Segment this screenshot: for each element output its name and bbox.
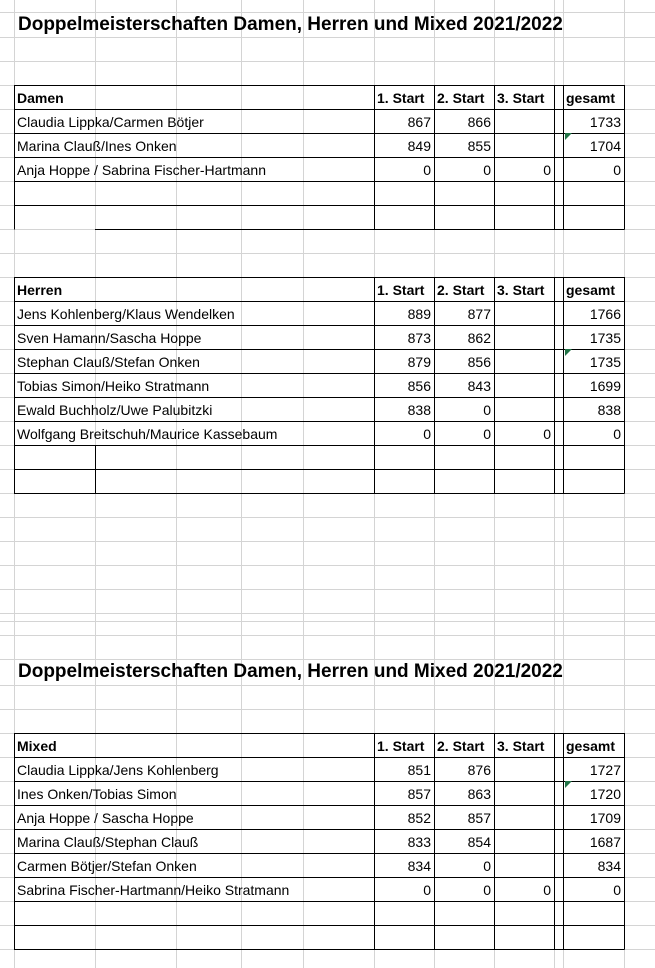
score-cell[interactable]: 856 — [467, 354, 491, 370]
score-cell[interactable]: 834 — [407, 858, 431, 874]
score-cell[interactable] — [494, 758, 554, 781]
team-name-cell[interactable]: Marina Clauß/Stephan Clauß — [17, 834, 199, 850]
score-cell[interactable]: 855 — [467, 138, 491, 154]
total-cell[interactable]: 1735 — [589, 354, 621, 370]
score-cell[interactable] — [494, 782, 554, 805]
column-header[interactable]: 2. Start — [437, 738, 485, 754]
score-cell[interactable] — [494, 134, 554, 157]
score-cell[interactable]: 838 — [407, 402, 431, 418]
score-cell[interactable]: 863 — [467, 786, 491, 802]
column-header[interactable]: 1. Start — [377, 738, 425, 754]
score-cell[interactable] — [494, 110, 554, 133]
team-name-cell[interactable]: Claudia Lippka/Jens Kohlenberg — [17, 762, 219, 778]
score-cell[interactable]: 0 — [543, 162, 551, 178]
team-name-cell[interactable]: Stephan Clauß/Stefan Onken — [17, 354, 200, 370]
sheet-title-top: Doppelmeisterschaften Damen, Herren und Mixed 2021/2022 — [18, 14, 563, 35]
team-name-cell[interactable]: Marina Clauß/Ines Onken — [17, 138, 177, 154]
score-cell[interactable]: 0 — [483, 426, 491, 442]
column-header-total[interactable]: gesamt — [566, 90, 616, 106]
total-cell[interactable]: 838 — [597, 402, 621, 418]
column-header[interactable]: 3. Start — [497, 282, 545, 298]
total-cell[interactable]: 1704 — [589, 138, 621, 154]
score-cell[interactable]: 0 — [423, 426, 431, 442]
total-cell[interactable]: 1709 — [589, 810, 621, 826]
table-title-damen[interactable]: Damen — [17, 90, 64, 106]
team-name-cell[interactable]: Sven Hamann/Sascha Hoppe — [17, 330, 202, 346]
column-header[interactable]: 3. Start — [497, 90, 545, 106]
score-cell[interactable]: 856 — [407, 378, 431, 394]
total-cell[interactable]: 1727 — [589, 762, 621, 778]
score-cell[interactable]: 857 — [467, 810, 491, 826]
sheet-title-bottom: Doppelmeisterschaften Damen, Herren und Mixed 2021/2022 — [18, 661, 563, 682]
column-header[interactable]: 3. Start — [497, 738, 545, 754]
score-cell[interactable]: 854 — [467, 834, 491, 850]
score-cell[interactable]: 866 — [467, 114, 491, 130]
column-header-total[interactable]: gesamt — [566, 282, 616, 298]
total-cell[interactable]: 1699 — [589, 378, 621, 394]
score-cell[interactable]: 0 — [483, 858, 491, 874]
score-cell[interactable] — [494, 374, 554, 397]
total-cell[interactable]: 0 — [613, 882, 621, 898]
score-cell[interactable]: 889 — [407, 306, 431, 322]
team-name-cell[interactable]: Anja Hoppe / Sabrina Fischer-Hartmann — [17, 162, 267, 178]
total-cell[interactable]: 1735 — [589, 330, 621, 346]
score-cell[interactable]: 862 — [467, 330, 491, 346]
team-name-cell[interactable]: Jens Kohlenberg/Klaus Wendelken — [17, 306, 235, 322]
score-cell[interactable]: 877 — [467, 306, 491, 322]
cell-indicator-icon — [565, 781, 572, 788]
score-cell[interactable]: 879 — [407, 354, 431, 370]
table-title-mixed[interactable]: Mixed — [17, 738, 57, 754]
score-cell[interactable]: 833 — [407, 834, 431, 850]
total-cell[interactable]: 1733 — [589, 114, 621, 130]
column-header[interactable]: 1. Start — [377, 282, 425, 298]
score-cell[interactable]: 0 — [543, 882, 551, 898]
team-name-cell[interactable]: Carmen Bötjer/Stefan Onken — [17, 858, 197, 874]
total-cell[interactable]: 1687 — [589, 834, 621, 850]
team-name-cell[interactable]: Sabrina Fischer-Hartmann/Heiko Stratmann — [17, 882, 290, 898]
score-cell[interactable]: 857 — [407, 786, 431, 802]
score-cell[interactable]: 0 — [483, 882, 491, 898]
column-header[interactable]: 1. Start — [377, 90, 425, 106]
column-header[interactable]: 2. Start — [437, 90, 485, 106]
score-cell[interactable] — [494, 830, 554, 853]
score-cell[interactable] — [494, 302, 554, 325]
score-cell[interactable]: 843 — [467, 378, 491, 394]
score-cell[interactable]: 852 — [407, 810, 431, 826]
column-header[interactable]: 2. Start — [437, 282, 485, 298]
score-cell[interactable]: 0 — [423, 882, 431, 898]
total-cell[interactable]: 834 — [597, 858, 621, 874]
cell-indicator-icon — [565, 133, 572, 140]
score-cell[interactable]: 876 — [467, 762, 491, 778]
team-name-cell[interactable]: Ines Onken/Tobias Simon — [17, 786, 177, 802]
score-cell[interactable]: 0 — [423, 162, 431, 178]
score-cell[interactable]: 0 — [483, 162, 491, 178]
score-cell[interactable]: 867 — [407, 114, 431, 130]
total-cell[interactable]: 0 — [613, 426, 621, 442]
score-cell[interactable] — [494, 326, 554, 349]
score-cell[interactable]: 851 — [407, 762, 431, 778]
total-cell[interactable]: 1766 — [589, 306, 621, 322]
score-cell[interactable]: 0 — [483, 402, 491, 418]
score-cell[interactable] — [494, 806, 554, 829]
total-cell[interactable]: 0 — [613, 162, 621, 178]
score-cell[interactable] — [494, 854, 554, 877]
score-cell[interactable] — [494, 350, 554, 373]
team-name-cell[interactable]: Anja Hoppe / Sascha Hoppe — [17, 810, 194, 826]
team-name-cell[interactable]: Wolfgang Breitschuh/Maurice Kassebaum — [17, 426, 278, 442]
team-name-cell[interactable]: Ewald Buchholz/Uwe Palubitzki — [17, 402, 213, 418]
score-cell[interactable]: 0 — [543, 426, 551, 442]
cell-indicator-icon — [565, 349, 572, 356]
score-cell[interactable]: 873 — [407, 330, 431, 346]
score-cell[interactable]: 849 — [407, 138, 431, 154]
column-header-total[interactable]: gesamt — [566, 738, 616, 754]
total-cell[interactable]: 1720 — [589, 786, 621, 802]
table-title-herren[interactable]: Herren — [17, 282, 63, 298]
score-cell[interactable] — [494, 398, 554, 421]
team-name-cell[interactable]: Tobias Simon/Heiko Stratmann — [17, 378, 210, 394]
team-name-cell[interactable]: Claudia Lippka/Carmen Bötjer — [17, 114, 204, 130]
